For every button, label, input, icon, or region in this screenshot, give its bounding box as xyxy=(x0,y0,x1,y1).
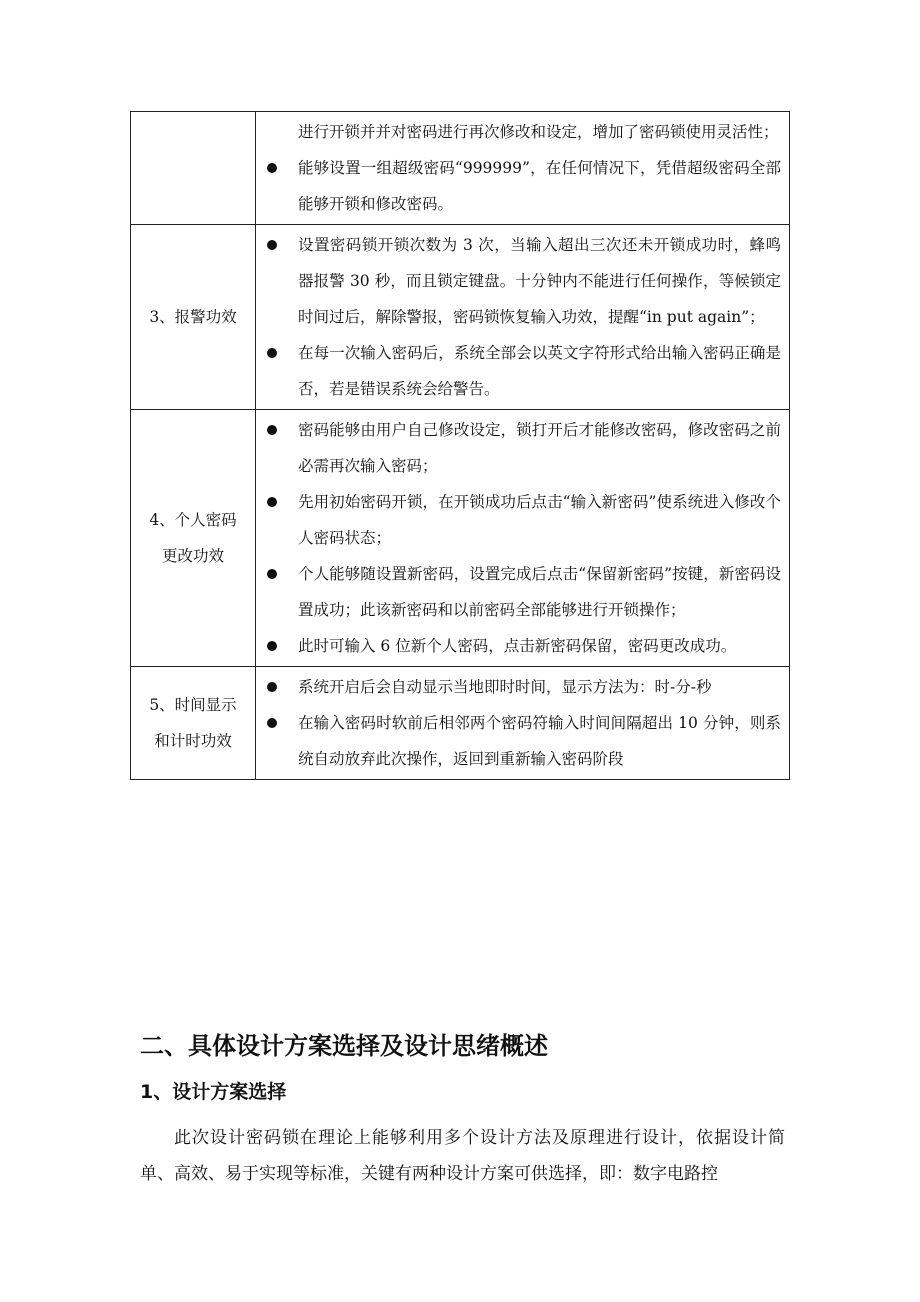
feature-name-line: 和计时功效 xyxy=(154,732,232,750)
feature-name-line: 4、个人密码 xyxy=(149,511,237,529)
feature-name-cell xyxy=(131,410,256,667)
table-row xyxy=(131,225,790,410)
bullet-list xyxy=(256,412,781,664)
bullet-item: 密码能够由用户自己修改设定，锁打开后才能修改密码，修改密码之前必需再次输入密码； xyxy=(256,412,781,484)
bullet-list xyxy=(256,114,781,222)
feature-name-cell xyxy=(131,667,256,780)
feature-name-line: 更改功效 xyxy=(161,547,224,565)
bullet-item: 系统开启后会自动显示当地即时时间，显示方法为：时-分-秒 xyxy=(256,669,781,705)
body-paragraph: 此次设计密码锁在理论上能够利用多个设计方法及原理进行设计，依据设计简单、高效、易于实现等标准，关键有两种设计方案可供选择，即：数字电路控 xyxy=(140,1128,785,1184)
section-title: 二、具体设计方案选择及设计思绪概述 xyxy=(140,1032,548,1060)
bullet-list xyxy=(256,669,781,777)
table-row xyxy=(131,112,790,225)
table-row xyxy=(131,667,790,780)
subsection-title: 1、设计方案选择 xyxy=(140,1081,287,1103)
bullet-item: 先用初始密码开锁，在开锁成功后点击“输入新密码”使系统进入修改个人密码状态； xyxy=(256,484,781,556)
feature-description-cell xyxy=(256,667,790,780)
bullet-item: 个人能够随设置新密码，设置完成后点击“保留新密码”按键，新密码设置成功；此该新密码和以前密码全部能够进行开锁操作； xyxy=(256,556,781,628)
feature-name-line: 5、时间显示 xyxy=(149,696,237,714)
feature-table xyxy=(130,111,790,780)
feature-description-cell xyxy=(256,112,790,225)
bullet-item: 能够设置一组超级密码“999999”，在任何情况下，凭借超级密码全部能够开锁和修改密码。 xyxy=(256,150,781,222)
feature-name-line: 3、报警功效 xyxy=(149,308,237,326)
bullet-item: 此时可输入 6 位新个人密码，点击新密码保留，密码更改成功。 xyxy=(256,628,781,664)
feature-description-cell xyxy=(256,225,790,410)
bullet-item: 在每一次输入密码后，系统全部会以英文字符形式给出输入密码正确是否，若是错误系统会给警告。 xyxy=(256,335,781,407)
feature-table-body xyxy=(131,112,790,780)
feature-description-cell xyxy=(256,410,790,667)
table-row xyxy=(131,410,790,667)
feature-name-cell xyxy=(131,112,256,225)
bullet-item: 设置密码锁开锁次数为 3 次，当输入超出三次还未开锁成功时，蜂鸣器报警 30 秒，而且锁定键盘。十分钟内不能进行任何操作，等候锁定时间过后，解除警报，密码锁恢复输入功效，提醒“in put again”； xyxy=(256,227,781,335)
bullet-item: 进行开锁并并对密码进行再次修改和设定，增加了密码锁使用灵活性； xyxy=(298,123,779,141)
bullet-item: 在输入密码时软前后相邻两个密码符输入时间间隔超出 10 分钟，则系统自动放弃此次操作，返回到重新输入密码阶段 xyxy=(256,705,781,777)
feature-name-cell xyxy=(131,225,256,410)
bullet-list xyxy=(256,227,781,407)
